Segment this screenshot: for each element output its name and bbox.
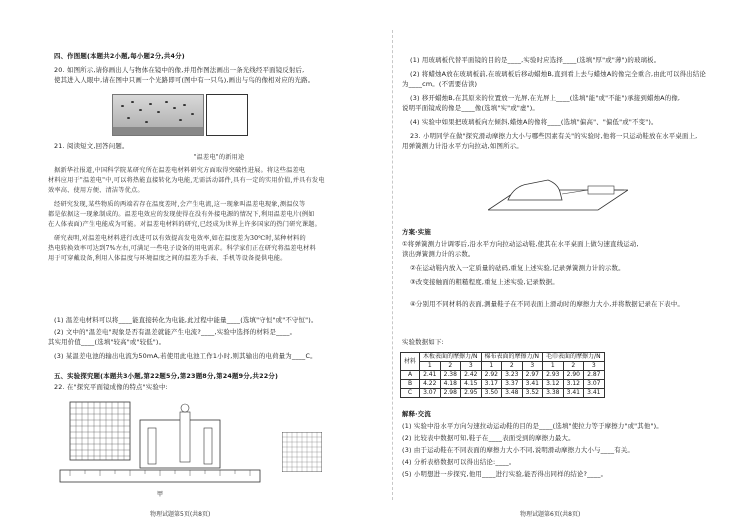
- table-cell: 3.37: [502, 380, 523, 389]
- method-title: 方案·实施: [402, 228, 431, 236]
- r-q2b: 为____cm。(不需要估读): [402, 80, 478, 88]
- table-cell: 2.92: [481, 371, 502, 380]
- table-cell: 3.38: [543, 389, 564, 398]
- answer-box: [206, 94, 248, 136]
- article-p1b: 材料应用于"温差电"中,可以将热能直接转化为电能,无需活动部件,具有一定的实用价值,并具有发电: [48, 177, 325, 184]
- table-cell: 3.41: [563, 389, 584, 398]
- table-subheader-row: [401, 362, 605, 371]
- method-step2: ②在运动鞋内放入一定质量的砝码,重复上述实验,记录弹簧测力计的示数。: [410, 264, 625, 272]
- table-cell: 3.07: [584, 380, 605, 389]
- shoe-friction-figure: [488, 160, 628, 220]
- method-step2b: ③改变接触面的粗糙程度,重复上述实验,记录数据。: [410, 278, 559, 286]
- table-subheader-cell: 1: [481, 362, 502, 371]
- table-header-cell: 材料: [401, 353, 420, 371]
- table-cell: 2.41: [420, 371, 441, 380]
- q20-text-b: 使其进入人眼中,请在图中只画一个光路即可(图中有一只鸟),画出与鸟的像相对应的光路。: [54, 76, 315, 84]
- table-caption: 实验数据如下:: [402, 338, 444, 346]
- table-cell: 3.41: [584, 389, 605, 398]
- q22-text: 22. 在"探究平面镜成像的特点"实验中:: [54, 383, 168, 391]
- mirror-experiment-figure: [40, 398, 270, 506]
- r-q3: (3) 移开蜡烛B,在其原来的位置放一光屏,在光屏上____(选填"能"或"不能")承接到蜡烛A的像,: [410, 94, 681, 102]
- table-row: [401, 371, 605, 380]
- table-subheader-cell: 3: [461, 362, 482, 371]
- table-cell: 3.12: [563, 380, 584, 389]
- table-cell: 2.90: [563, 371, 584, 380]
- analysis-q2: (2) 比较表中数据可知,鞋子在____表面受到的摩擦力最大。: [402, 434, 575, 442]
- right-page: [392, 0, 732, 526]
- flying-birds-photo: [112, 94, 204, 136]
- table-row: [401, 389, 605, 398]
- table-cell: C: [401, 389, 420, 398]
- analysis-q4: (4) 分析表格数据可以得出结论:____。: [402, 458, 516, 466]
- table-cell: 3.50: [481, 389, 502, 398]
- table-cell: A: [401, 371, 420, 380]
- analysis-title: 解释·交流: [402, 410, 431, 418]
- table-subheader-cell: 3: [584, 362, 605, 371]
- article-p3: 研究表明,对温差电材料进行改进可以有效提高发电效率,如在温度差为30℃时,某种材料的: [54, 235, 306, 242]
- grid-answer-figure: [282, 432, 322, 472]
- table-cell: 2.95: [461, 389, 482, 398]
- table-cell: 4.18: [440, 380, 461, 389]
- figure-label: 甲: [156, 491, 164, 498]
- r-q1: (1) 用玻璃板代替平面镜的目的是____,实验时应选择____(选填"厚"或"薄")的玻璃板。: [410, 56, 661, 64]
- table-cell: 3.07: [420, 389, 441, 398]
- table-cell: 4.15: [461, 380, 482, 389]
- q21-text: 21. 阅读短文,回答问题。: [54, 142, 129, 150]
- table-cell: 3.17: [481, 380, 502, 389]
- table-cell: 2.38: [440, 371, 461, 380]
- q21-part1: (1) 温差电材料可以将____能直接转化为电能,此过程中能量____(选填"守恒"或"不守恒")。: [54, 316, 318, 324]
- section5-title: 五、实验探究题(本题共3小题,第22题5分,第23题8分,第24题9分,共22分): [54, 372, 279, 380]
- method-step1: ①将弹簧测力计调零后,沿水平方向拉动运动鞋,使其在水平桌面上做匀速直线运动,: [402, 240, 639, 248]
- table-subheader-cell: 3: [522, 362, 543, 371]
- table-subheader-cell: 1: [543, 362, 564, 371]
- table-cell: 3.48: [502, 389, 523, 398]
- article-p2c: 在人体表面)产生电能成为可能。对温差电材料的研究,已经成为世界上许多国家的热门研究课题。: [48, 221, 322, 228]
- table-cell: 3.23: [502, 371, 523, 380]
- table-subheader-cell: 2: [502, 362, 523, 371]
- table-header-cell: 木板表面的摩擦力/N: [420, 353, 482, 362]
- article-p2b: 都是依据这一现象制成的。温差电效应的发现使得在没有外接电源的情况下,利用温差电片(例如: [48, 211, 315, 218]
- analysis-q3: (3) 由于运动鞋在不同表面的摩擦力大小不同,说明滑动摩擦力大小与____有关。: [402, 446, 635, 454]
- table-cell: 4.22: [420, 380, 441, 389]
- article-p1c: 效率高、使用方便、清洁等优点。: [48, 187, 144, 194]
- table-header-row: [401, 353, 605, 362]
- table-cell: 3.12: [543, 380, 564, 389]
- article-p1: 据新华社报道,中国科学院某研究所在温差电材料研究方面取得突破性进展。将这些温差电: [54, 167, 306, 174]
- q21-part2: (2) 文中的"温差电"现象是否有温差就能产生电流?____,实验中选择的材料是____。: [54, 328, 297, 336]
- table-cell: 3.52: [522, 389, 543, 398]
- table-cell: 2.98: [440, 389, 461, 398]
- right-footer: 物理试题第6页(共8页): [520, 511, 581, 518]
- analysis-q1: (1) 实验中沿水平方向匀速拉动运动鞋的目的是____(选填"使拉力等于摩擦力"或"其他")。: [402, 422, 663, 430]
- left-footer: 物理试题第5页(共8页): [150, 511, 211, 518]
- analysis-q5: (5) 小明想进一步探究,他用____进行实验,能否得出同样的结论?____。: [402, 470, 608, 478]
- friction-data-table: [400, 352, 605, 398]
- q20-text: 20. 如图所示,请你画出人与物体在镜中的像,并用作图法画出一条光线经平面镜反射后,: [54, 66, 305, 74]
- method-step3: ④分别用不同材料的表面,测量鞋子在不同表面上滑动时的摩擦力大小,并将数据记录在下表中。: [410, 300, 685, 308]
- q23-text: 23. 小明同学在做"探究滑动摩擦力大小与哪些因素有关"的实验时,他将一只运动鞋放在水平桌面上,: [410, 132, 698, 140]
- table-header-cell: 毛巾表面的摩擦力/N: [543, 353, 605, 362]
- table-subheader-cell: 2: [563, 362, 584, 371]
- q23-text-b: 用弹簧测力计沿水平方向拉动,如图所示。: [402, 142, 523, 150]
- table-cell: 3.41: [522, 380, 543, 389]
- r-q2: (2) 将蜡烛A放在玻璃板前,在玻璃板后移动蜡烛B,直到看上去与蜡烛A的像完全重合,由此可以得出结论: [410, 70, 706, 78]
- section4-title: 四、作图题(本题共2小题,每小题2分,共4分): [54, 52, 185, 60]
- table-cell: B: [401, 380, 420, 389]
- article-p3c: 用于可穿戴设备,利用人体温度与环境温度之间的温差为手表、手机等设备提供电能。: [48, 255, 287, 262]
- r-q3b: 说明平面镜成的像是____像(选填"实"或"虚")。: [402, 104, 539, 112]
- table-subheader-cell: 2: [440, 362, 461, 371]
- table-header-cell: 棉布表面的摩擦力/N: [481, 353, 543, 362]
- article-title: "温差电"的新用途: [193, 154, 245, 161]
- table-row: [401, 380, 605, 389]
- table-cell: 2.87: [584, 371, 605, 380]
- table-cell: 2.93: [543, 371, 564, 380]
- q21-part2b: 其实用价值____(选填"较高"或"较低")。: [48, 338, 166, 346]
- table-cell: 2.42: [461, 371, 482, 380]
- table-subheader-cell: 1: [420, 362, 441, 371]
- method-step1b: 读出弹簧测力计的示数。: [402, 250, 475, 258]
- article-p2: 经研究发现,某些物质的两端若存在温度差时,会产生电流,这一现象叫温差电现象,测温仪等: [54, 201, 306, 208]
- article-p3b: 热电转换效率可达到7%左右,可满足一些电子设备的用电需求。科学家们正在研究将温差电材料: [48, 245, 316, 252]
- table-cell: 2.97: [522, 371, 543, 380]
- q21-part3: (3) 某温差电池的输出电流为50mA,若使用此电池工作1小时,则其输出的电荷量为____C。: [54, 352, 317, 360]
- r-q4: (4) 实验中如果把玻璃板向左倾斜,蜡烛A的像将____(选填"偏高"、"偏低"或"不变")。: [410, 118, 658, 126]
